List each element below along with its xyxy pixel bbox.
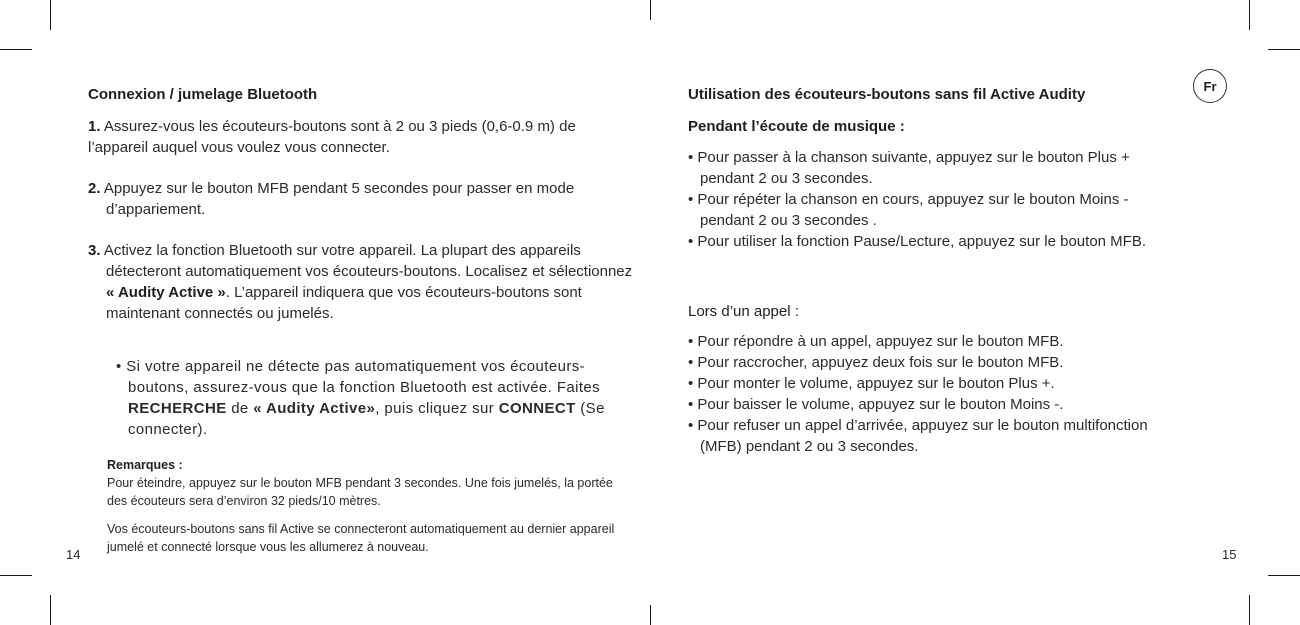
list-item-text: Pour utiliser la fonction Pause/Lecture, appuyez sur le bouton MFB. [697,233,1147,250]
step-2 [88,178,626,220]
connect-term: CONNECT [498,400,576,417]
left-heading: Connexion / jumelage Bluetooth [88,86,318,103]
step-text: Activez la fonction Bluetooth sur votre appareil. La plupart des appareils détecteront automatiquement vos écouteurs-boutons. Localisez et sélectionnez [103,242,633,280]
call-heading: Lors d’un appel : [688,303,799,320]
list-item-text: Pour raccrocher, appuyez deux fois sur le bouton MFB. [697,354,1064,371]
remarks-title: Remarques : [107,458,183,472]
music-heading: Pendant l’écoute de musique : [688,118,905,135]
sub-bullet-text: (Se connecter). [128,400,605,438]
crop-mark [0,575,32,576]
sub-bullet-text: Si votre appareil ne détecte pas automatiquement vos écouteurs-boutons, assurez-vous que la fonction Bluetooth est activée. Faites [126,358,601,396]
right-heading: Utilisation des écouteurs-boutons sans fil Active Audity [688,86,1086,103]
step-text: Assurez-vous les écouteurs-boutons sont à 2 ou 3 pieds (0,6-0.9 m) de l’appareil auquel vous voulez vous connecter. [88,118,576,156]
step-number: 1. [88,118,101,135]
list-item: • Pour refuser un appel d’arrivée, appuyez sur le bouton multifonction (MFB) pendant 2 ou 3 secondes. [688,417,1148,455]
call-list [688,331,1160,457]
list-item-text: Pour répondre à un appel, appuyez sur le bouton MFB. [697,333,1064,350]
list-item-text: Pour monter le volume, appuyez sur le bouton Plus +. [697,375,1055,392]
remark-1: Pour éteindre, appuyez sur le bouton MFB pendant 3 secondes. Une fois jumelés, la portée des écouteurs sera d’environ 32 pieds/10 mètres. [107,476,613,508]
device-name: « Audity Active » [106,284,226,301]
crop-mark [650,605,651,625]
step-number: 2. [88,180,101,197]
step-number: 3. [88,242,101,259]
list-item-text: Pour passer à la chanson suivante, appuyez sur le bouton Plus + pendant 2 ou 3 secondes. [697,149,1130,187]
sub-bullet: • Si votre appareil ne détecte pas automatiquement vos écouteurs-boutons, assurez-vous que la fonction Bluetooth est activée. Faites RECHERCHE de « Audity Active», puis cliquez sur CONNECT (Se connecter). [116,358,605,438]
device-name: « Audity Active» [253,400,376,417]
list-item: • Pour répondre à un appel, appuyez sur le bouton MFB. [688,333,1064,350]
step-3 [88,240,634,324]
page-number-left: 14 [66,547,81,562]
crop-mark [50,595,51,625]
list-item-text: Pour refuser un appel d’arrivée, appuyez sur le bouton multifonction (MFB) pendant 2 ou 3 secondes. [697,417,1148,455]
crop-mark [650,0,651,20]
crop-mark [1268,575,1300,576]
crop-mark [1268,49,1300,50]
crop-mark [50,0,51,30]
list-item: • Pour passer à la chanson suivante, appuyez sur le bouton Plus + pendant 2 ou 3 secondes. [688,149,1130,187]
search-term: RECHERCHE [128,400,227,417]
page-number-right: 15 [1222,547,1237,562]
crop-mark [1249,0,1250,30]
step-text: Appuyez sur le bouton MFB pendant 5 secondes pour passer en mode d’appariement. [103,180,575,218]
sub-bullet-text: de [226,400,254,417]
step-text: . L’appareil indiquera que vos écouteurs-boutons sont maintenant connectés ou jumelés. [106,284,582,322]
sub-bullet-text: , puis cliquez sur [375,400,499,417]
list-item: • Pour monter le volume, appuyez sur le bouton Plus +. [688,375,1055,392]
language-badge: Fr [1193,69,1227,103]
list-item: • Pour utiliser la fonction Pause/Lecture, appuyez sur le bouton MFB. [688,233,1147,250]
crop-mark [1249,595,1250,625]
crop-mark [0,49,32,50]
step-1 [88,116,588,158]
list-item-text: Pour baisser le volume, appuyez sur le bouton Moins -. [697,396,1064,413]
music-list [688,147,1160,252]
list-item: • Pour répéter la chanson en cours, appuyez sur le bouton Moins - pendant 2 ou 3 secondes . [688,191,1129,229]
list-item: • Pour raccrocher, appuyez deux fois sur le bouton MFB. [688,354,1064,371]
remark-2: Vos écouteurs-boutons sans fil Active se connecteront automatiquement au dernier appareil jumelé et connecté lorsque vous les allumerez à nouveau. [107,522,615,554]
list-item-text: Pour répéter la chanson en cours, appuyez sur le bouton Moins - pendant 2 ou 3 secondes . [697,191,1129,229]
list-item: • Pour baisser le volume, appuyez sur le bouton Moins -. [688,396,1064,413]
